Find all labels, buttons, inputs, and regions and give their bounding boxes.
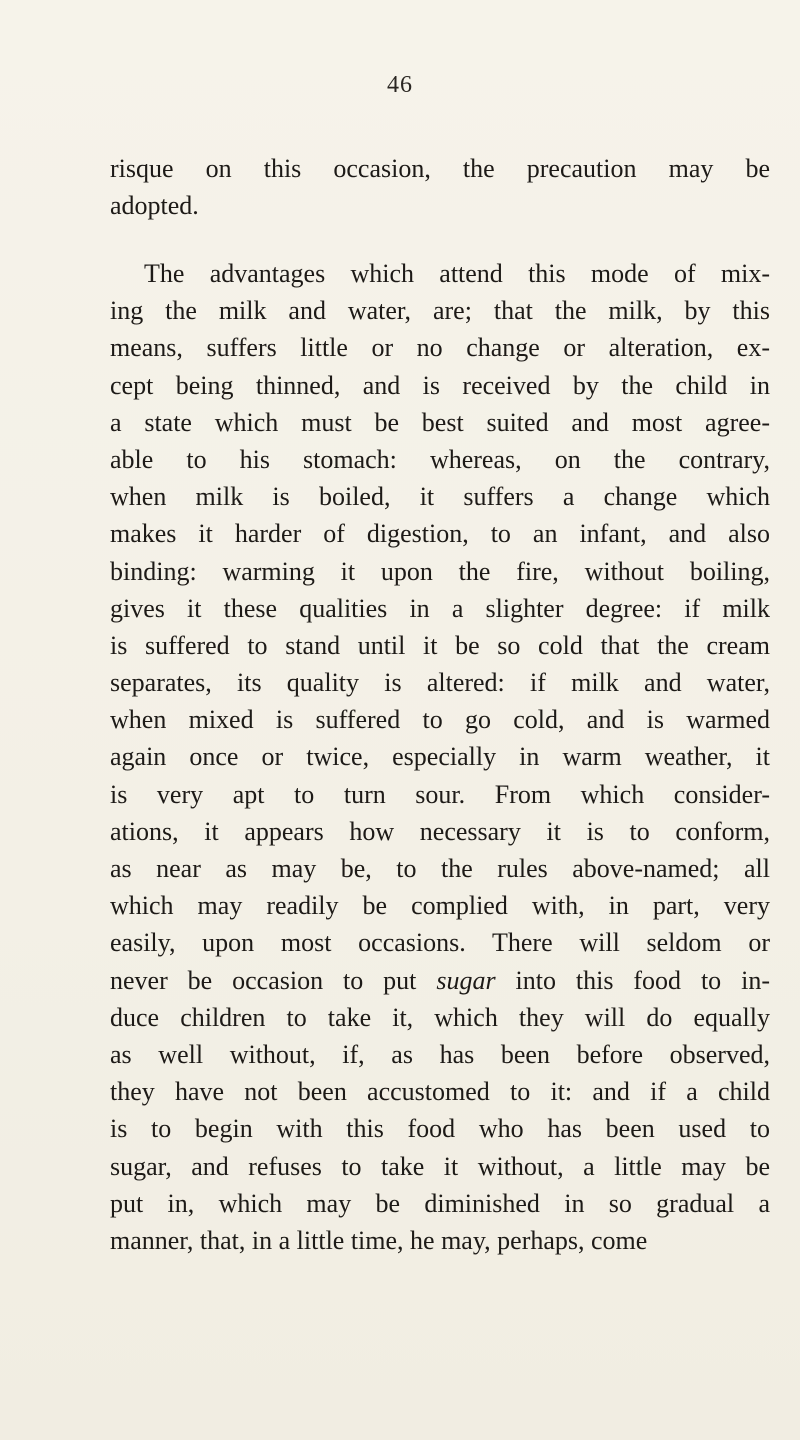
- text-line: duce children to take it, which they will do equally: [110, 1002, 770, 1032]
- text-line: means, suffers little or no change or alteration, ex-: [110, 333, 770, 363]
- text-line: separates, its quality is altered: if milk and water,: [110, 668, 770, 698]
- text-line: is to begin with this food who has been used to: [110, 1114, 770, 1144]
- text-line: sugar, and refuses to take it without, a little may be: [110, 1151, 770, 1181]
- text-line: as near as may be, to the rules above-named; all: [110, 854, 770, 883]
- text-segment: never be occasion to put: [110, 965, 437, 995]
- text-line: gives it these qualities in a slighter degree: if milk: [110, 593, 770, 623]
- page-number: 46: [387, 72, 413, 98]
- paragraph-1: [110, 150, 770, 224]
- paragraph-2: [110, 255, 770, 1259]
- text-line: ations, it appears how necessary it is to conform,: [110, 816, 770, 846]
- text-line: makes it harder of digestion, to an infant, and also: [110, 519, 770, 549]
- text-line: easily, upon most occasions. There will seldom or: [110, 928, 770, 958]
- text-line: binding: warming it upon the fire, without boiling,: [110, 556, 770, 586]
- text-line-with-emphasis: [110, 962, 770, 999]
- text-line: able to his stomach: whereas, on the contrary,: [110, 444, 770, 474]
- text-line: put in, which may be diminished in so gradual a: [110, 1188, 770, 1218]
- text-line: they have not been accustomed to it: and if a child: [110, 1077, 770, 1107]
- text-line: is very apt to turn sour. From which consider-: [110, 779, 770, 809]
- text-line: adopted.: [110, 191, 199, 221]
- text-line: manner, that, in a little time, he may, perhaps, come: [110, 1225, 648, 1255]
- text-line: cept being thinned, and is received by the child in: [110, 370, 770, 400]
- text-line: when mixed is suffered to go cold, and is warmed: [110, 705, 770, 735]
- emphasized-word: sugar: [436, 965, 496, 995]
- text-line: as well without, if, as has been before observed,: [110, 1039, 770, 1069]
- text-line: ing the milk and water, are; that the milk, by this: [110, 296, 770, 326]
- text-line: a state which must be best suited and most agree-: [110, 407, 770, 437]
- text-line: risque on this occasion, the precaution may be: [110, 154, 770, 183]
- text-segment: into this food to in-: [495, 965, 770, 995]
- text-line: which may readily be complied with, in part, very: [110, 891, 770, 921]
- text-line: is suffered to stand until it be so cold that the cream: [110, 630, 770, 660]
- text-line: when milk is boiled, it suffers a change which: [110, 482, 770, 512]
- text-line: again once or twice, especially in warm weather, it: [110, 742, 770, 772]
- text-line: The advantages which attend this mode of mix-: [144, 259, 770, 288]
